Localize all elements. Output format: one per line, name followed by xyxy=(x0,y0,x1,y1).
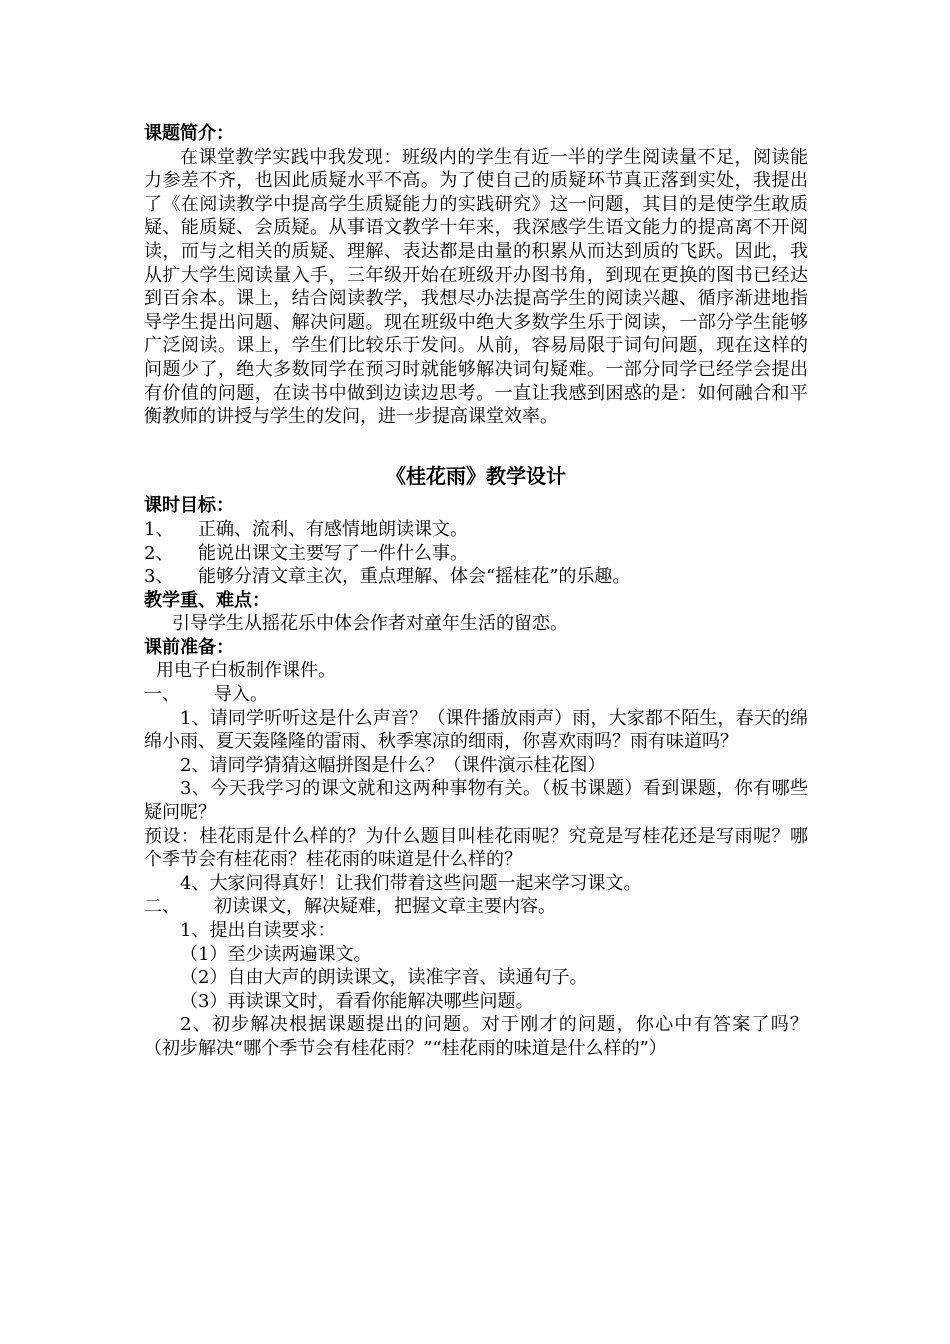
intro-paragraph: 在课堂教学实践中我发现：班级内的学生有近一半的学生阅读量不足，阅读能力参差不齐，也因此质疑水平不高。为了使自己的质疑环节真正落到实处，我提出了《在阅读教学中提高学生质疑能力的实践研究》这一问题，其目的是使学生敢质疑、能质疑、会质疑。从事语文教学十年来，我深感学生语文能力的提高离不开阅读，而与之相关的质疑、理解、表达都是由量的积累从而达到质的飞跃。因此，我从扩大学生阅读量入手，三年级开始在班级开办图书角，到现在更换的图书已经达到百余本。课上，结合阅读教学，我想尽办法提高学生的阅读兴趣、循序渐进地指导学生提出问题、解决问题。现在班级中绝大多数学生乐于阅读，一部分学生能够广泛阅读。课上，学生们比较乐于发问。从前，容易局限于词句问题，现在这样的问题少了，绝大多数同学在预习时就能够解决词句疑难。一部分同学已经学会提出有价值的问题，在读书中做到边读边思考。一直让我感到困惑的是：如何融合和平衡教师的讲授与学生的发问，进一步提高课堂效率。 xyxy=(144,146,808,428)
section-heading xyxy=(144,683,808,707)
section-number: 二、 xyxy=(144,896,180,918)
goal-number: 2、 xyxy=(144,542,174,564)
goals-heading: 课时目标： xyxy=(144,495,234,517)
key-points-text: 引导学生从摇花乐中体会作者对童年生活的留恋。 xyxy=(172,613,568,635)
goal-item xyxy=(144,542,808,566)
list-item: 3、今天我学习的课文就和这两种事物有关。（板书课题）看到课题，你有哪些疑问呢？ xyxy=(144,778,808,824)
section-title: 导入。 xyxy=(214,684,268,706)
list-item: （3）再读课文时，看看你能解决哪些问题。 xyxy=(180,990,534,1012)
goal-number: 1、 xyxy=(144,518,174,540)
list-item: 1、提出自读要求： xyxy=(180,920,336,941)
goal-item xyxy=(144,565,808,589)
list-item: （2）自由大声的朗读课文，读准字音、读通句子。 xyxy=(180,967,588,989)
goal-text: 能说出课文主要写了一件什么事。 xyxy=(198,542,468,564)
goal-item xyxy=(144,518,808,542)
key-points-heading: 教学重、难点： xyxy=(144,589,270,611)
list-item: 4、大家问得真好！让我们带着这些问题一起来学习课文。 xyxy=(180,872,642,894)
preparation-text: 用电子白板制作课件。 xyxy=(156,660,336,682)
section-heading xyxy=(144,895,808,919)
document-page xyxy=(144,122,808,1061)
goal-text: 正确、流利、有感情地朗读课文。 xyxy=(198,518,468,540)
preset-answers: 预设：桂花雨是什么样的？为什么题目叫桂花雨呢？究竟是写桂花还是写雨呢？哪个季节会有桂花雨？桂花雨的味道是什么样的？ xyxy=(144,825,808,871)
goal-text: 能够分清文章主次，重点理解、体会“摇桂花”的乐趣。 xyxy=(198,566,631,588)
list-item: 2、初步解决根据课题提出的问题。对于刚才的问题，你心中有答案了吗？ （初步解决“哪个季节会有桂花雨？”“桂花雨的味道是什么样的”） xyxy=(144,1014,808,1059)
section-number: 一、 xyxy=(144,684,180,706)
list-item: 2、请同学猜猜这幅拼图是什么？（课件演示桂花图） xyxy=(180,754,606,776)
design-title: 《桂花雨》教学设计 xyxy=(386,463,566,488)
list-item: （1）至少读两遍课文。 xyxy=(180,943,372,965)
intro-heading: 课题简介： xyxy=(144,123,234,144)
goal-number: 3、 xyxy=(144,566,174,588)
list-item: 1、请同学听听这是什么声音？（课件播放雨声）雨，大家都不陌生，春天的绵绵小雨、夏天轰隆隆的雷雨、秋季寒凉的细雨，你喜欢雨吗？雨有味道吗？ xyxy=(144,707,808,753)
preparation-heading: 课前准备： xyxy=(144,636,234,658)
section-title: 初读课文，解决疑难，把握文章主要内容。 xyxy=(214,896,556,918)
